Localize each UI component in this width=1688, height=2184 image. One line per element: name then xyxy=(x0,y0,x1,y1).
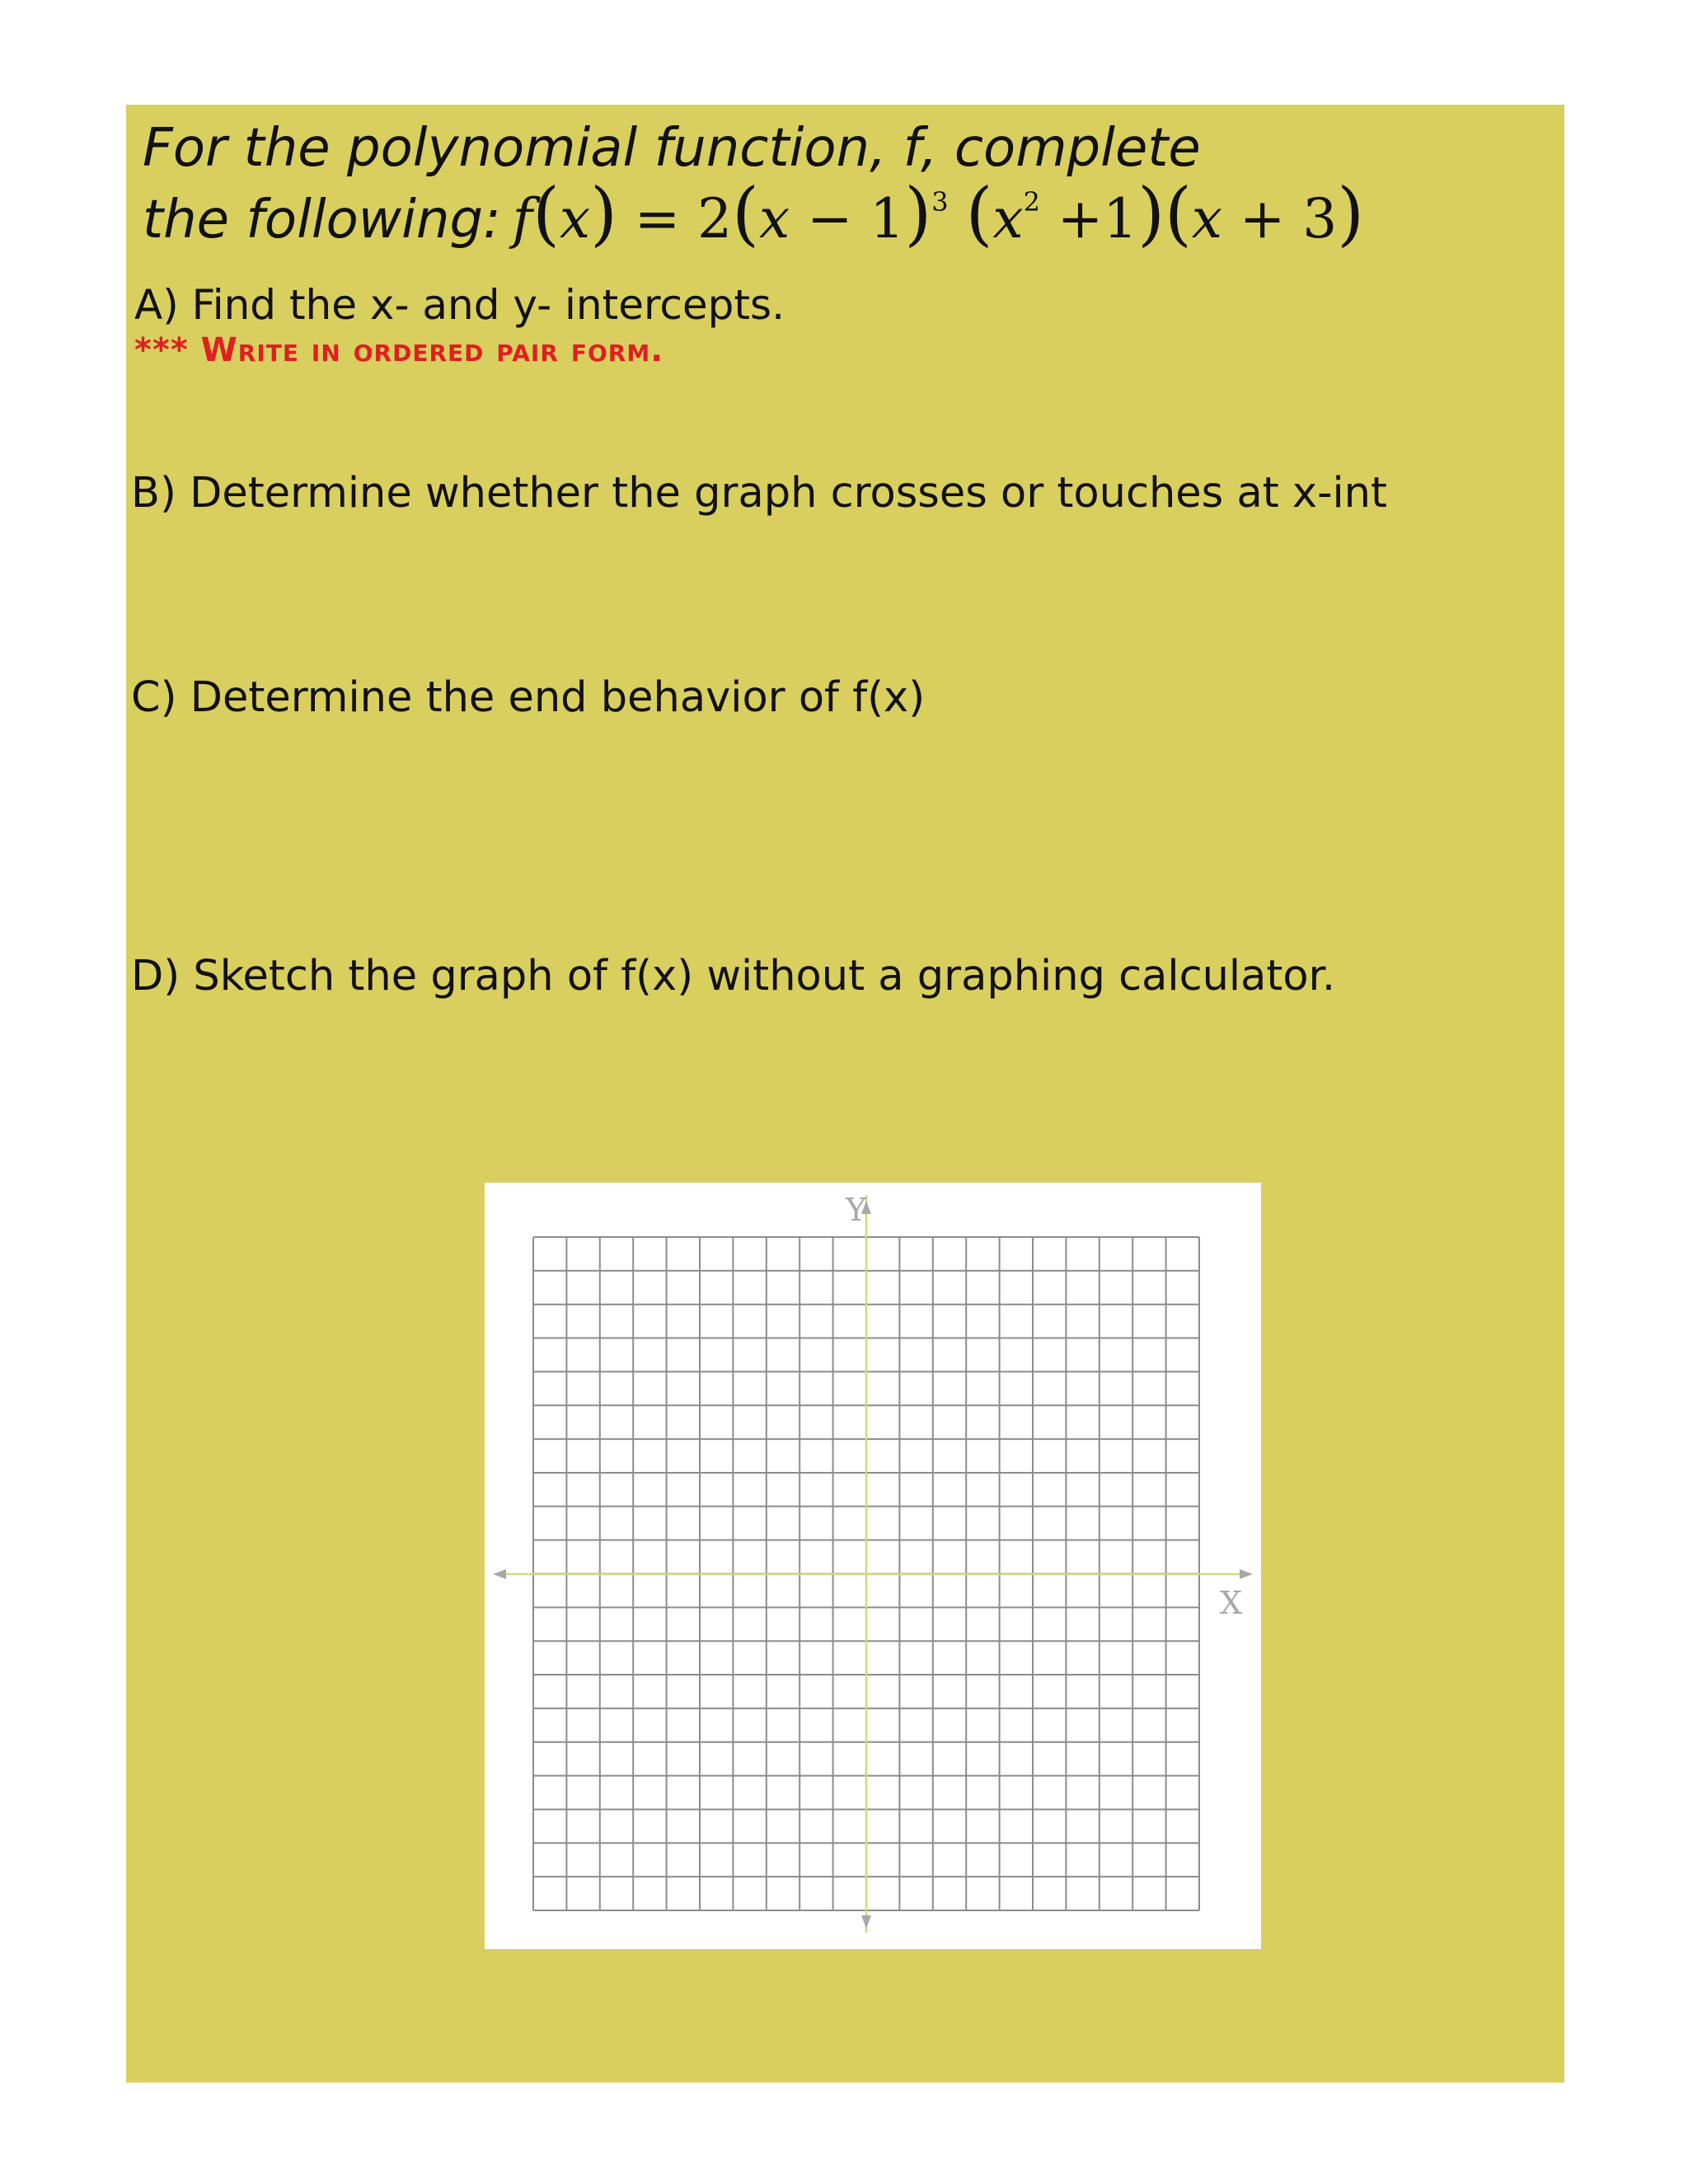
formula-exponent: 3 xyxy=(931,186,949,218)
formula-var: x xyxy=(1191,187,1223,251)
formula-term: + 3 xyxy=(1222,187,1338,251)
formula-paren: ( xyxy=(732,173,759,254)
graph-panel xyxy=(485,1183,1261,1949)
formula-var: x xyxy=(992,187,1024,251)
y-axis-arrow-down xyxy=(861,1915,871,1929)
x-axis-arrow-left xyxy=(493,1569,506,1579)
question-b: B) Determine whether the graph crosses or touches at x-int xyxy=(131,469,1387,518)
formula-paren: ) xyxy=(904,173,932,254)
formula-term: − 1 xyxy=(790,187,905,251)
axes xyxy=(493,1195,1253,1933)
formula-paren: ( xyxy=(532,173,560,254)
worksheet-slide xyxy=(126,105,1564,2083)
y-axis-label: Y xyxy=(846,1192,867,1228)
formula-paren: ( xyxy=(965,173,993,254)
formula-paren: ( xyxy=(1165,173,1192,254)
formula-term: +1 xyxy=(1039,187,1138,251)
question-c: C) Determine the end behavior of f(x) xyxy=(131,673,926,722)
polynomial-formula xyxy=(512,173,1365,254)
title-line-2 xyxy=(143,173,1365,254)
formula-paren: ) xyxy=(590,173,617,254)
x-axis-label: X xyxy=(1220,1585,1243,1621)
question-a: A) Find the x- and y- intercepts. xyxy=(134,281,785,329)
formula-var: x xyxy=(559,187,591,251)
formula-f: f xyxy=(512,187,533,251)
formula-paren: ) xyxy=(1337,173,1365,254)
formula-var: x xyxy=(758,187,790,251)
ordered-pair-note: *** Write in ordered pair form. xyxy=(134,331,664,369)
formula-paren: ) xyxy=(1137,173,1165,254)
formula-exponent: 2 xyxy=(1023,186,1040,218)
x-axis-arrow-right xyxy=(1240,1569,1253,1579)
formula-equals: = 2 xyxy=(617,187,733,251)
coordinate-grid xyxy=(485,1183,1261,1949)
title-line-1: For the polynomial function, f, complete xyxy=(143,118,1201,179)
title-lead: the following: xyxy=(143,190,501,251)
question-d: D) Sketch the graph of f(x) without a graphing calculator. xyxy=(131,952,1336,1001)
